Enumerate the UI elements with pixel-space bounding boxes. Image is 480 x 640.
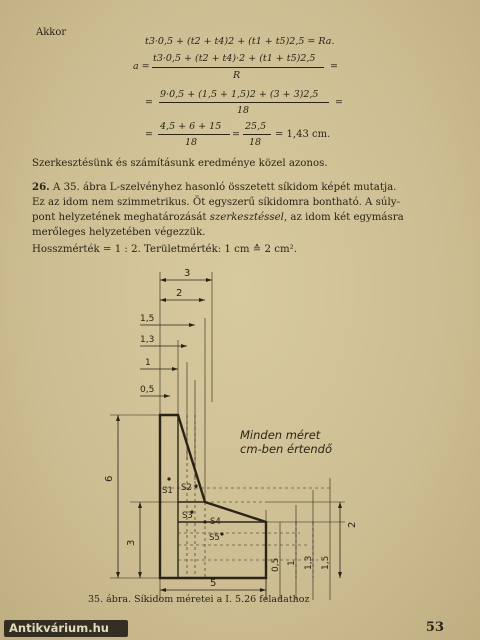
dim-bottom-1-3: 1,3: [304, 555, 314, 570]
paragraph-26-line-3c: , az idom két egymásra: [283, 212, 404, 223]
a-equals: a =: [133, 61, 150, 72]
equals-sign-3: =: [335, 97, 343, 108]
fraction-1-denominator: R: [233, 70, 241, 81]
fraction-2-denominator: 18: [237, 105, 250, 116]
dim-bottom-0-5: 0,5: [271, 557, 281, 572]
dim-bottom-1: 1: [287, 560, 297, 566]
paragraph-26-emphasis: szerkesztéssel: [209, 212, 284, 223]
dim-top-2: 2: [176, 288, 183, 299]
paragraph-26-line-2: Ez az idom nem szimmetrikus. Öt egyszerű síkidomra bontható. A súly-: [32, 197, 400, 208]
equals-sign-1: =: [330, 61, 338, 72]
fraction-3-numerator: 4,5 + 6 + 15: [160, 121, 222, 132]
fraction-4-denominator: 18: [249, 137, 262, 148]
fraction-2-numerator: 9·0,5 + (1,5 + 1,5)2 + (3 + 3)2,5: [160, 89, 319, 100]
figure-note-line-2: cm-ben értendő: [240, 442, 333, 456]
paragraph-26-line-1: A 35. ábra L-szelvényhez hasonló összetett síkidom képét mutatja.: [52, 182, 397, 193]
dim-top-1-3: 1,3: [140, 335, 155, 345]
label-s2: S2: [181, 483, 192, 493]
watermark-text: Antikvárium.hu: [9, 621, 109, 635]
label-s4: S4: [210, 517, 221, 527]
dim-bottom-width-5: 5: [210, 578, 217, 589]
paragraph-26-line-3a: pont helyzetének meghatározását: [32, 212, 210, 223]
dim-top-3: 3: [184, 268, 191, 279]
equation-result: = 1,43 cm.: [275, 129, 331, 140]
figure-caption: 35. ábra. Síkidom méretei a I. 5.26 feladathoz: [88, 594, 310, 605]
equals-sign-5: =: [232, 129, 240, 140]
dim-bottom-1-5: 1,5: [321, 555, 331, 570]
fraction-4-numerator: 25,5: [245, 121, 267, 132]
paragraph-26-line-4: merőleges helyzetében végezzük.: [32, 227, 206, 238]
dim-top-1-5: 1,5: [140, 314, 155, 324]
dim-right-2: 2: [347, 521, 358, 528]
dim-top-1: 1: [145, 358, 151, 368]
fraction-3-denominator: 18: [185, 137, 198, 148]
akkor-label: Akkor: [36, 27, 67, 38]
paragraph-number: 26.: [32, 181, 50, 193]
figure-note-line-1: Minden méret: [240, 428, 321, 442]
equals-sign-2: =: [145, 97, 153, 108]
result-sentence: Szerkesztésünk és számításunk eredménye közel azonos.: [32, 158, 328, 169]
page-number: 53: [425, 620, 444, 635]
fraction-1-numerator: t3·0,5 + (t2 + t4)·2 + (t1 + t5)2,5: [153, 53, 316, 64]
label-s1: S1: [162, 486, 173, 496]
equals-sign-4: =: [145, 129, 153, 140]
equation-line-1: t3·0,5 + (t2 + t4)2 + (t1 + t5)2,5 = Ra.: [145, 36, 335, 47]
label-s3: S3: [182, 511, 193, 521]
watermark: [4, 620, 128, 637]
dim-left-3: 3: [126, 539, 137, 546]
dim-left-6: 6: [104, 475, 115, 482]
dim-top-0-5: 0,5: [140, 385, 155, 395]
label-s5: S5: [209, 533, 220, 543]
scale-sentence: Hosszmérték = 1 : 2. Területmérték: 1 cm ≙ 2 cm².: [32, 244, 297, 255]
